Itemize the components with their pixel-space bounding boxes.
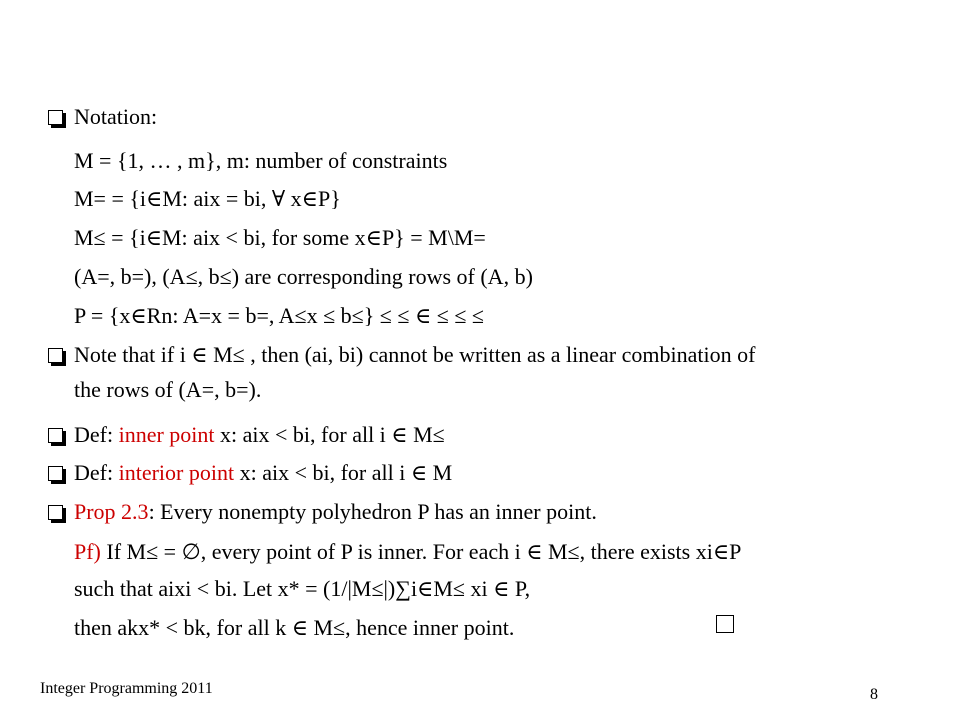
rows-definition: (A=, b=), (A≤, b≤) are corresponding rows of (A, b) <box>74 264 533 289</box>
def-interior-point <box>74 459 452 487</box>
p-definition: P = {x∈Rn: A=x = b=, A≤x ≤ b≤} ≤ ≤ ∈ ≤ ≤ ≤ <box>74 303 484 328</box>
def-label: Def: <box>74 422 119 447</box>
footer-course: Integer Programming 2011 <box>40 680 213 697</box>
proof-line-1 <box>74 538 741 566</box>
bullet-icon <box>48 110 63 125</box>
proof-line-3: then akx* < bk, for all k ∈ M≤, hence inner point. <box>74 615 515 640</box>
m-equal-definition: M= = {i∈M: aix = bi, ∀ x∈P} <box>74 186 341 211</box>
bullet-icon <box>48 466 63 481</box>
proof-body: If M≤ = ∅, every point of P is inner. For each i ∈ M≤, there exists xi∈P <box>100 539 742 564</box>
bullet-icon <box>48 348 63 363</box>
note-line-2: the rows of (A=, b=). <box>74 377 262 402</box>
interior-point-term: interior point <box>118 460 235 485</box>
notation-heading: Notation: <box>74 104 158 129</box>
prop-body: : Every nonempty polyhedron P has an inner point. <box>148 499 597 524</box>
prop-statement <box>74 498 597 526</box>
bullet-icon <box>48 505 63 520</box>
proof-line-2: such that aixi < bi. Let x* = (1/|M≤|)∑i∈M≤ xi ∈ P, <box>74 576 531 601</box>
qed-icon <box>716 615 734 633</box>
def-body: x: aix < bi, for all i ∈ M <box>234 460 453 485</box>
def-inner-point <box>74 421 445 449</box>
inner-point-term: inner point <box>118 422 215 447</box>
def-label: Def: <box>74 460 119 485</box>
def-body: x: aix < bi, for all i ∈ M≤ <box>214 422 445 447</box>
bullet-icon <box>48 428 63 443</box>
note-line-1: Note that if i ∈ M≤ , then (ai, bi) cannot be written as a linear combination of <box>74 342 756 367</box>
proof-label: Pf) <box>74 539 101 564</box>
m-leq-definition: M≤ = {i∈M: aix < bi, for some x∈P} = M\M= <box>74 225 486 250</box>
prop-label: Prop 2.3 <box>74 499 149 524</box>
m-definition: M = {1, … , m}, m: number of constraints <box>74 148 448 173</box>
page-number: 8 <box>870 686 878 703</box>
